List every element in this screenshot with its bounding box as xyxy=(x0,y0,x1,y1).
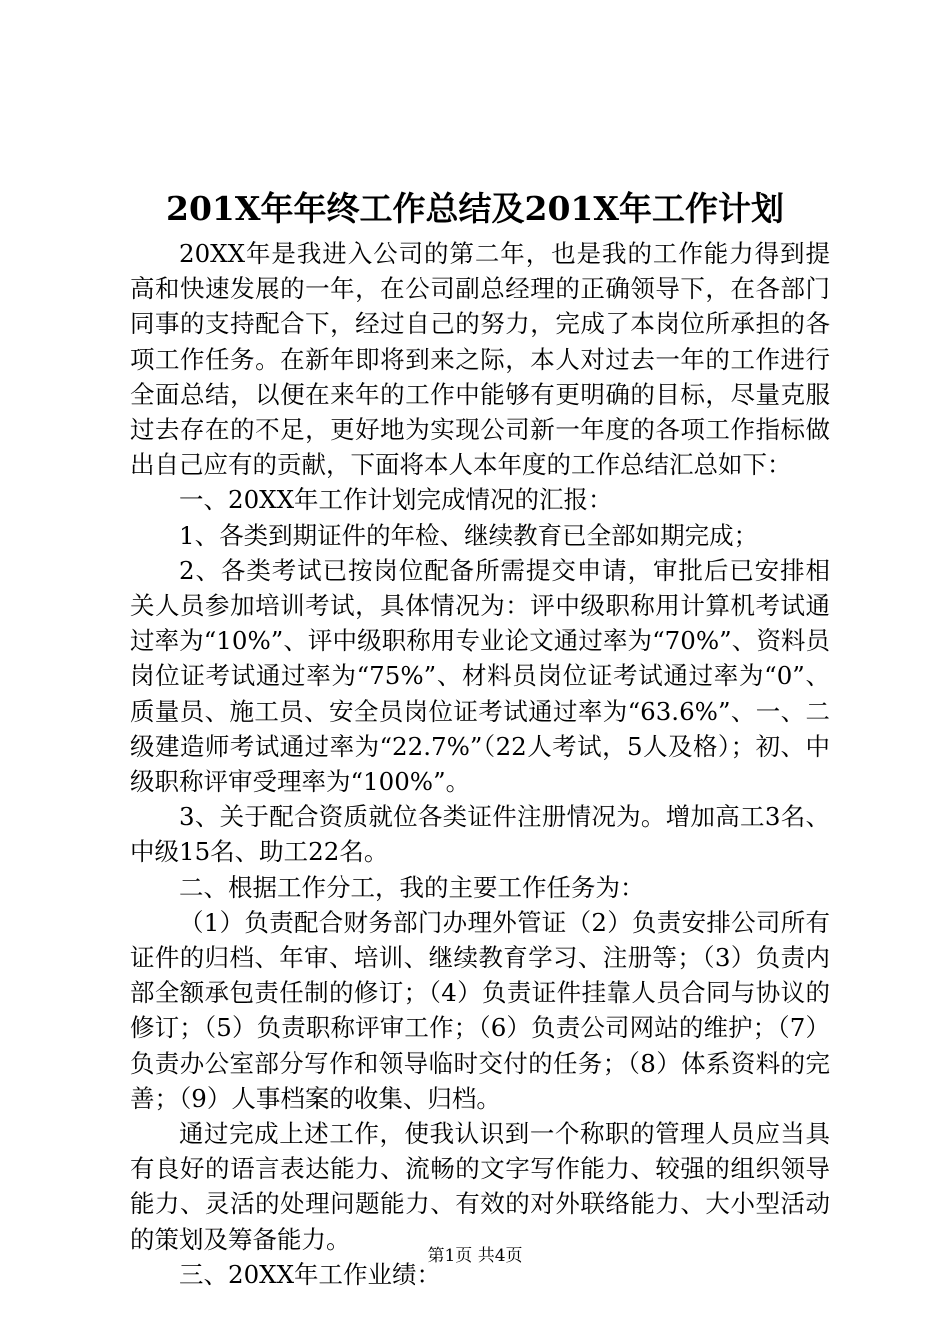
paragraph-reflection: 通过完成上述工作，使我认识到一个称职的管理人员应当具有良好的语言表达能力、流畅的文字写作能力、较强的组织领导能力、灵活的处理问题能力、有效的对外联络能力、大小型活动的策划及筹备能力。 xyxy=(130,1119,830,1254)
paragraph-item-2: 2、各类考试已按岗位配备所需提交申请，审批后已安排相关人员参加培训考试，具体情况为：评中级职称用计算机考试通过率为“10%”、评中级职称用专业论文通过率为“70%”、资料员岗位证考试通过率为“75%”、材料员岗位证考试通过率为“0”、质量员、施工员、安全员岗位证考试通过率为“63.6%”、一、二级建造师考试通过率为“22.7%”（22人考试，5人及格）；初、中级职称评审受理率为“100%”。 xyxy=(130,555,830,797)
document-body xyxy=(130,236,830,1292)
paragraph-duties: （1）负责配合财务部门办理外管证（2）负责安排公司所有证件的归档、年审、培训、继续教育学习、注册等；（3）负责内部全额承包责任制的修订；（4）负责证件挂靠人员合同与协议的修订；（5）负责职称评审工作；（6）负责公司网站的维护；（7）负责办公室部分写作和领导临时交付的任务；（8）体系资料的完善；（9）人事档案的收集、归档。 xyxy=(130,907,830,1113)
heading-section-2: 二、根据工作分工，我的主要工作任务为： xyxy=(179,872,645,902)
heading-section-1: 一、20XX年工作计划完成情况的汇报： xyxy=(179,485,613,515)
document-title: 201X年年终工作总结及201X年工作计划 xyxy=(166,189,784,228)
paragraph-item-3: 3、关于配合资质就位各类证件注册情况为。增加高工3名、中级15名、助工22名。 xyxy=(130,802,830,867)
page-footer: 第1页 共4页 xyxy=(427,1246,523,1266)
paragraph-intro: 20XX年是我进入公司的第二年，也是我的工作能力得到提高和快速发展的一年，在公司副总经理的正确领导下，在各部门同事的支持配合下，经过自己的努力，完成了本岗位所承担的各项工作任务。在新年即将到来之际，本人对过去一年的工作进行全面总结，以便在来年的工作中能够有更明确的目标，尽量克服过去存在的不足，更好地为实现公司新一年度的各项工作指标做出自己应有的贡献，下面将本人本年度的工作总结汇总如下： xyxy=(130,239,830,480)
paragraph-item-1: 1、各类到期证件的年检、继续教育已全部如期完成； xyxy=(179,520,759,550)
heading-section-3: 三、20XX年工作业绩： xyxy=(179,1259,442,1289)
